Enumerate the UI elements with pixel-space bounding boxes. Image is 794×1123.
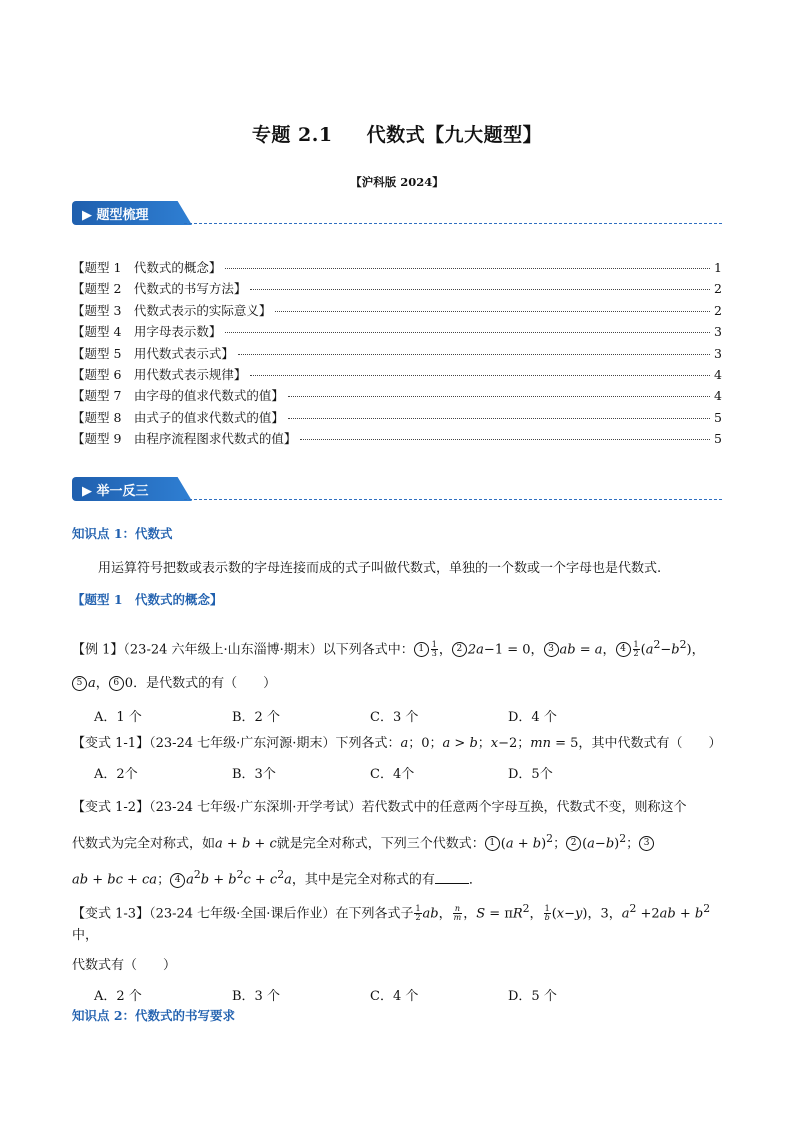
variant-question: ，其中是完全对称式的有: [291, 872, 435, 888]
toc-leader-dots: [225, 332, 710, 333]
banner-divider: [184, 223, 722, 224]
banner-label-text: 举一反三: [96, 484, 149, 499]
variant-1-2-line-2: 代数式为完全对称式，如a + b + c就是完全对称式，下列三个代数式： 1 $(a + b)^2$； 2 $(a-b)^2$； 3: [72, 828, 727, 855]
toc-entry[interactable]: [72, 258, 722, 279]
toc-entry-label: 【题型 2 代数式的书写方法】: [72, 281, 247, 297]
variant-1-2-line-1: 【变式 1-2】（23-24 七年级·广东深圳·开学考试）若代数式中的任意两个字母互换，代数式不变，则称这个: [72, 800, 687, 815]
toc-entry-page: 2: [714, 281, 722, 297]
toc-entry-label: 【题型 6 用代数式表示规律】: [72, 366, 247, 382]
toc-entry-page: 3: [714, 345, 722, 361]
toc-entry[interactable]: [72, 408, 722, 429]
variant-question: 中，: [72, 928, 99, 944]
variant-1-2: [72, 797, 727, 892]
option-a: A．1 个: [94, 710, 142, 726]
option-d: D．4 个: [508, 710, 557, 726]
knowledge-heading: 知识点 2：代数式的书写要求: [72, 1008, 236, 1023]
toc-entry-page: 5: [714, 431, 722, 447]
variant-lead: 【变式 1-1】（23-24 七年级·广东河源·期末）下列各式：: [72, 736, 401, 751]
example-1: [72, 634, 727, 729]
toc-entry-page: 2: [714, 302, 722, 318]
section-banner-examples: [72, 477, 722, 501]
option-d: D．5个: [508, 767, 553, 782]
toc-entry-page: 1: [714, 260, 722, 275]
title-text: 代数式【九大题型】: [366, 124, 543, 146]
toc-entry-page: 4: [714, 388, 722, 404]
section-banner-catalog: [72, 201, 722, 225]
variant-1-1-line: 【变式 1-1】（23-24 七年级·广东河源·期末）下列各式：a；0；a > b；x−2；mn = 5，其中代数式有（ ）: [72, 736, 722, 751]
toc-entry[interactable]: [72, 301, 722, 322]
option-c: C．3 个: [370, 710, 419, 726]
variant-1-3: [72, 898, 727, 1008]
toc-entry[interactable]: [72, 279, 722, 300]
toc-leader-dots: [288, 396, 710, 397]
knowledge-text: 用运算符号把数或表示数的字母连接而成的式子叫做代数式，单独的一个数或一个字母也是代数式.: [98, 561, 662, 576]
example-lead: 【例 1】（23-24 六年级上·山东淄博·期末）以下列各式中：: [72, 642, 414, 658]
toc-entry[interactable]: [72, 322, 722, 343]
variant-1-3-line-1: 【变式 1-3】（23-24 七年级·全国·课后作业）在下列各式子 $\frac{1}{2}$ ab， $\frac{n}{m}$ ，$S = \pi R^2$， $\frac{1}{b}$ (x−y)，3，$a^2 +2ab + b^2$中，: [72, 902, 711, 944]
page-title: [0, 120, 794, 147]
option-a: A．2个: [94, 767, 138, 782]
knowledge-point-2: [72, 1005, 727, 1027]
banner-label: ▶ 举一反三: [82, 484, 149, 499]
variant-question: 其中代数式有（ ）: [591, 736, 722, 751]
title-number: 专题 2.1: [251, 124, 333, 146]
toc-entry[interactable]: [72, 429, 722, 450]
option-a: A．2 个: [94, 989, 142, 1005]
variant-text: 就是完全对称式，下列三个代数式：: [276, 836, 485, 852]
toc-entry[interactable]: [72, 386, 722, 407]
variant-1-1: [72, 733, 727, 786]
option-b: B．3 个: [232, 989, 280, 1005]
banner-label: ▶ 题型梳理: [82, 208, 149, 223]
toc-leader-dots: [250, 289, 710, 290]
variant-1-1-options: [72, 764, 727, 786]
table-of-contents: [72, 258, 722, 451]
toc-entry-page: 5: [714, 409, 722, 425]
variant-lead: 【变式 1-3】（23-24 七年级·全国·课后作业）在下列各式子: [72, 906, 414, 922]
banner-divider: [184, 499, 722, 500]
toc-leader-dots: [300, 439, 710, 440]
knowledge-point-1: [72, 523, 727, 611]
toc-entry-label: 【题型 7 由字母的值求代数式的值】: [72, 388, 284, 404]
toc-entry[interactable]: [72, 344, 722, 365]
knowledge-heading: 知识点 1：代数式: [72, 526, 173, 541]
answer-blank: [435, 869, 469, 884]
toc-leader-dots: [238, 354, 710, 355]
toc-leader-dots: [250, 375, 710, 376]
toc-entry[interactable]: [72, 365, 722, 386]
example-1-line-1: 【例 1】（23-24 六年级上·山东淄博·期末）以下列各式中： 1 $\frac{1}{3}$ ， 2 2a−1 = 0， 3 ab = a， 4 $\frac{1}{2}$ $(a^2-b^2)$，: [72, 638, 705, 659]
toc-entry-label: 【题型 4 用字母表示数】: [72, 324, 222, 340]
example-1-line-2: 5 a， 6 0．是代数式的有（ ）: [72, 673, 727, 695]
question-type-heading: 【题型 1 代数式的概念】: [72, 592, 223, 607]
option-b: B．3个: [232, 767, 276, 782]
toc-entry-label: 【题型 5 用代数式表示式】: [72, 345, 234, 361]
variant-1-2-line-3: ab + bc + ca； 4 $a^2b + b^2c + c^2a$，其中是完全对称式的有 ．: [72, 868, 482, 888]
toc-entry-label: 【题型 9 由程序流程图求代数式的值】: [72, 431, 297, 447]
toc-entry-page: 4: [714, 366, 722, 382]
toc-entry-page: 3: [714, 324, 722, 340]
toc-entry-label: 【题型 8 由式子的值求代数式的值】: [72, 409, 284, 425]
page-subtitle: 【沪科版 2024】: [350, 175, 444, 189]
example-question: ．是代数式的有（ ）: [133, 676, 277, 692]
toc-entry-label: 【题型 1 代数式的概念】: [72, 260, 222, 275]
variant-1-3-line-2: 代数式有（ ）: [72, 958, 177, 974]
option-c: C．4 个: [370, 989, 419, 1005]
variant-text: 代数式为完全对称式，如: [72, 836, 216, 852]
toc-entry-label: 【题型 3 代数式表示的实际意义】: [72, 302, 272, 318]
toc-leader-dots: [225, 268, 710, 269]
example-1-options: [72, 707, 727, 729]
option-d: D．5 个: [508, 989, 557, 1005]
toc-leader-dots: [288, 418, 710, 419]
option-c: C．4个: [370, 767, 415, 782]
banner-label-text: 题型梳理: [96, 208, 149, 223]
option-b: B．2 个: [232, 710, 280, 726]
toc-leader-dots: [275, 311, 710, 312]
